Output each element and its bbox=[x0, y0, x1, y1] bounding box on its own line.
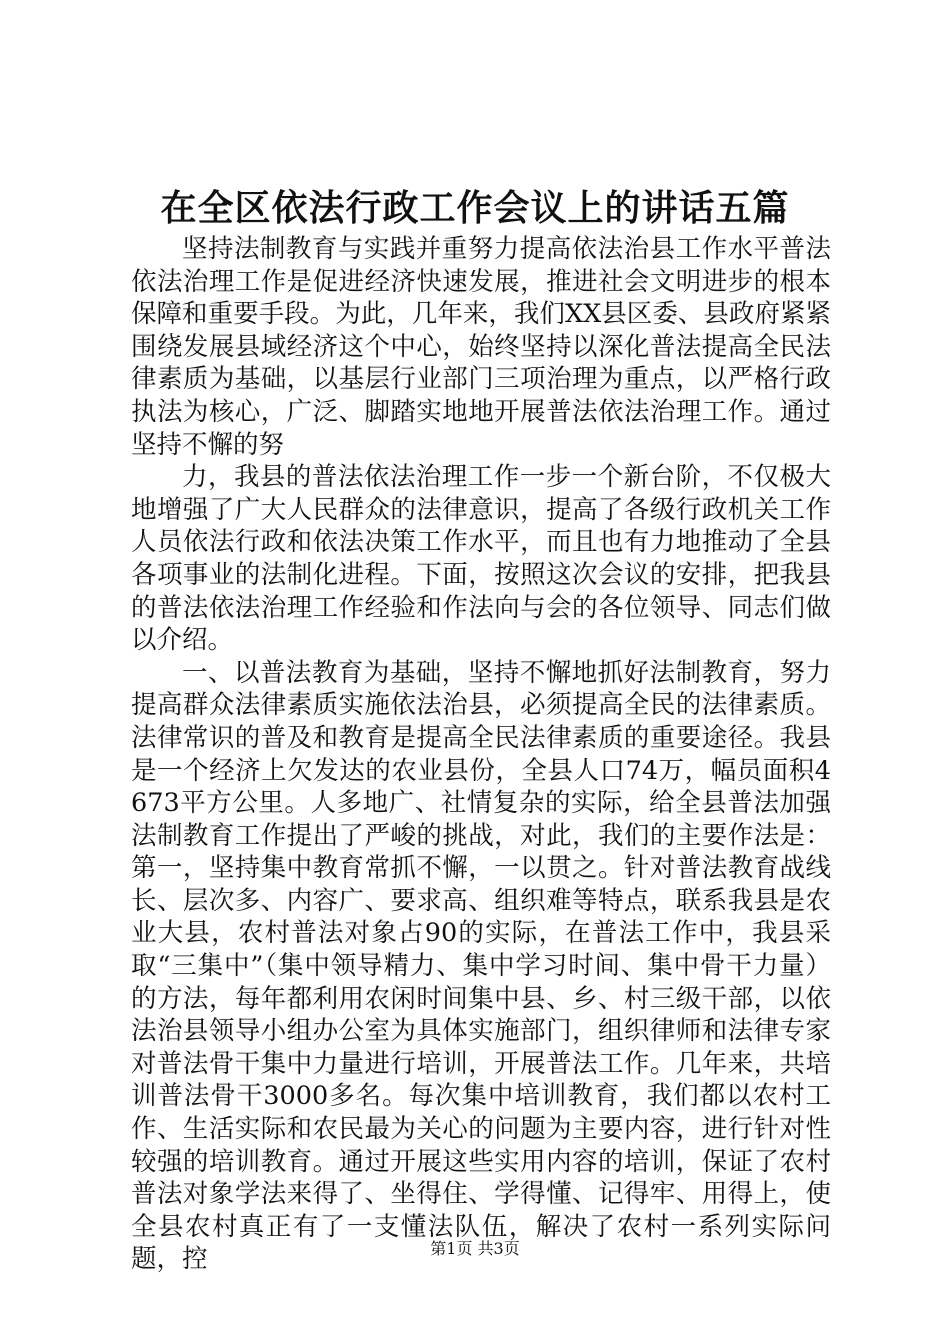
paragraph-2: 力，我县的普法依法治理工作一步一个新台阶，不仅极大地增强了广大人民群众的法律意识，提高了各级行政机关工作人员依法行政和依法决策工作水平，而且也有力地推动了全县各项事业的法制化进程。下面，按照这次会议的安排，把我县的普法依法治理工作经验和作法向与会的各位领导、同志们做以介绍。 bbox=[131, 462, 831, 656]
paragraph-3: 一、以普法教育为基础，坚持不懈地抓好法制教育，努力提高群众法律素质实施依法治县，必须提高全民的法律素质。法律常识的普及和教育是提高全民法律素质的重要途径。我县是一个经济上欠发达的农业县份，全县人口74万，幅员面积4673平方公里。人多地广、社情复杂的实际，给全县普法加强法制教育工作提出了严峻的挑战，对此，我们的主要作法是：第一，坚持集中教育常抓不懈，一以贯之。针对普法教育战线长、层次多、内容广、要求高、组织难等特点，联系我县是农业大县，农村普法对象占90的实际，在普法工作中，我县采取“三集中”（集中领导精力、集中学习时间、集中骨干力量）的方法，每年都利用农闲时间集中县、乡、村三级干部，以依法治县领导小组办公室为具体实施部门，组织律师和法律专家对普法骨干集中力量进行培训，开展普法工作。几年来，共培训普法骨干3000多名。每次集中培训教育，我们都以农村工作、生活实际和农民最为关心的问题为主要内容，进行针对性较强的培训教育。通过开展这些实用内容的培训，保证了农村普法对象学法来得了、坐得住、学得懂、记得牢、用得上，使全县农村真正有了一支懂法队伍，解决了农村一系列实际问题，控 bbox=[131, 657, 831, 1275]
paragraph-1: 坚持法制教育与实践并重努力提高依法治县工作水平普法依法治理工作是促进经济快速发展，推进社会文明进步的根本保障和重要手段。为此，几年来，我们XX县区委、县政府紧紧围绕发展县域经济这个中心，始终坚持以深化普法提高全民法律素质为基础，以基层行业部门三项治理为重点，以严格行政执法为核心，广泛、脚踏实地地开展普法依法治理工作。通过坚持不懈的努 bbox=[131, 234, 831, 460]
document-body bbox=[131, 233, 831, 1276]
page-footer bbox=[0, 1237, 950, 1261]
page-indicator: 第1页 共3页 bbox=[430, 1239, 520, 1258]
document-title: 在全区依法行政工作会议上的讲话五篇 bbox=[160, 188, 790, 229]
